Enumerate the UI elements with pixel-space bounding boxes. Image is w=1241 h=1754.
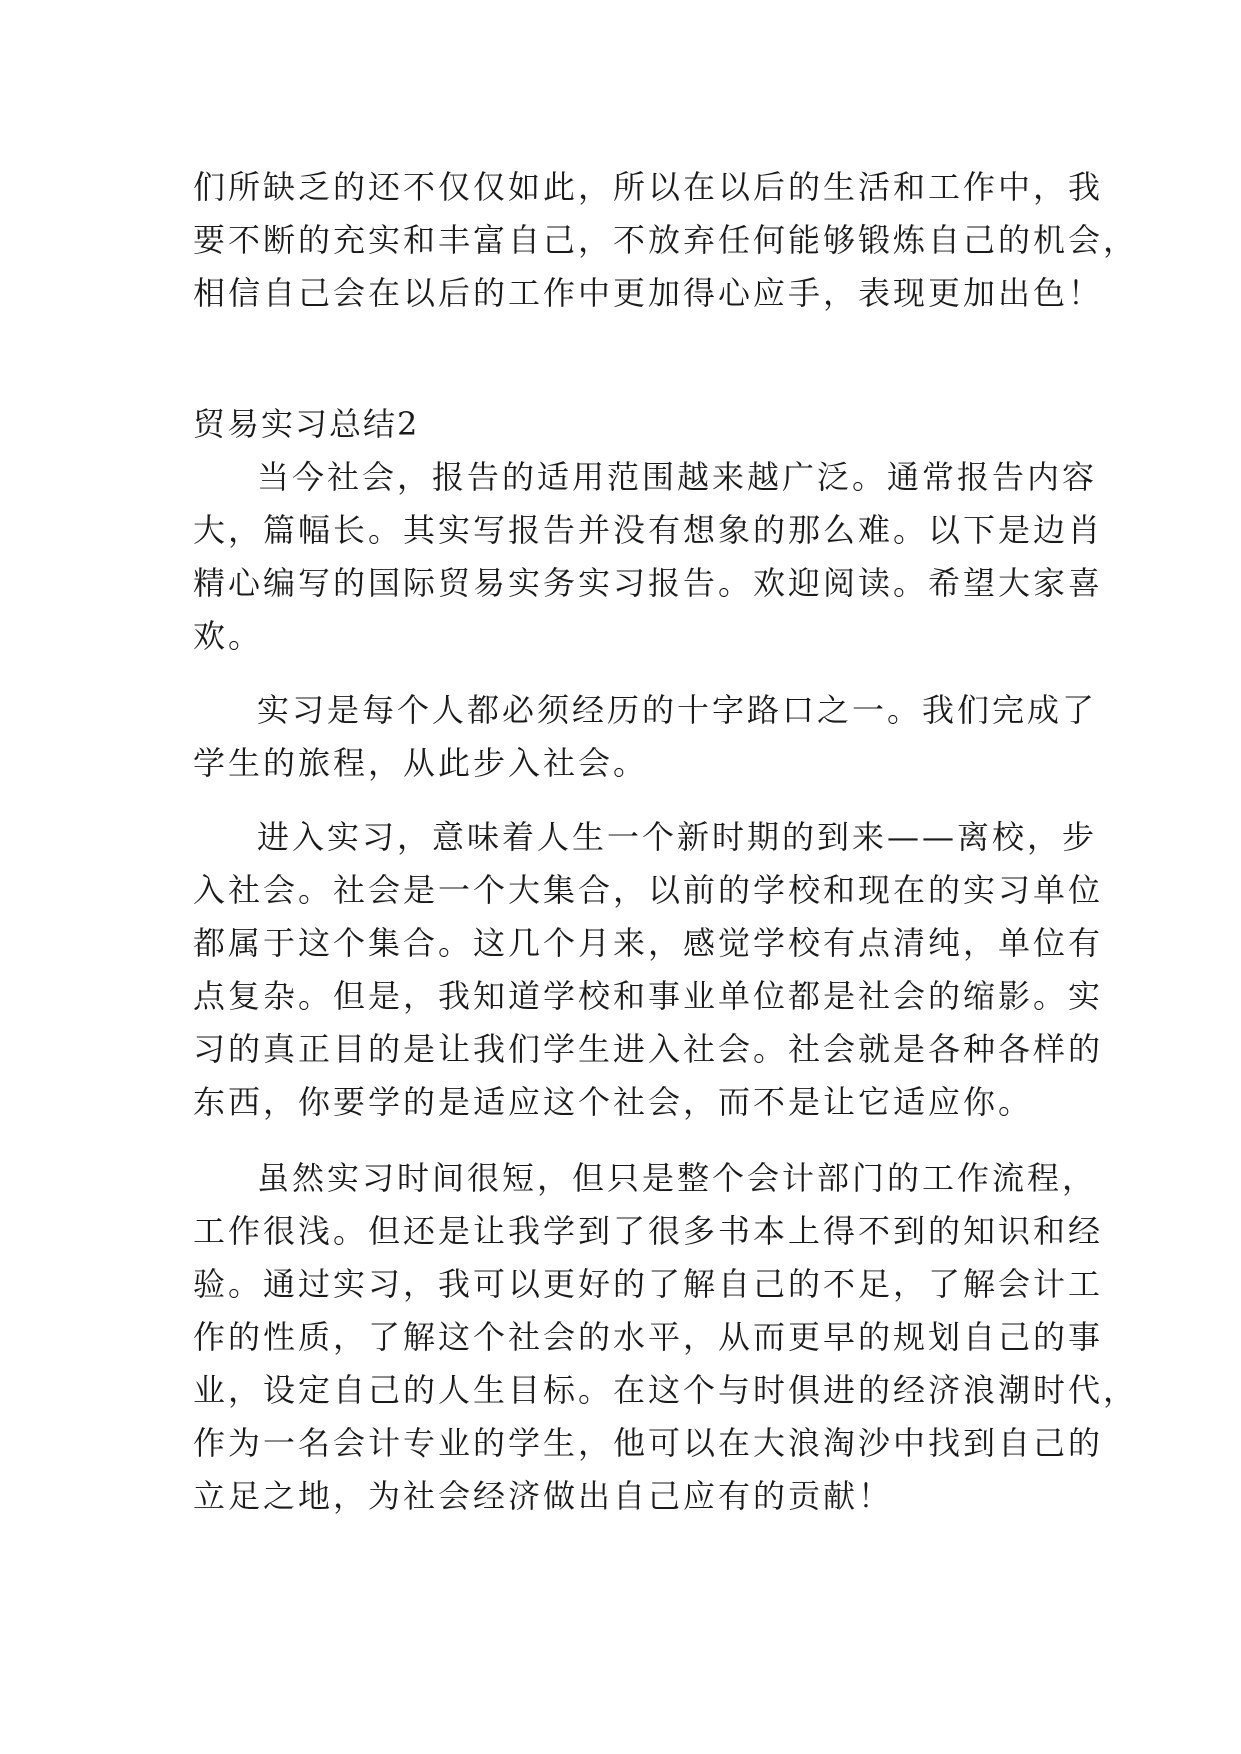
paragraph-line: 入社会。社会是一个大集合，以前的学校和现在的实习单位	[193, 871, 1104, 909]
paragraph-line: 相信自己会在以后的工作中更加得心应手，表现更加出色！	[193, 274, 1104, 312]
paragraph-line: 作为一名会计专业的学生，他可以在大浪淘沙中找到自己的	[193, 1424, 1104, 1462]
paragraph-line: 验。通过实习，我可以更好的了解自己的不足，了解会计工	[193, 1265, 1104, 1303]
paragraph-line: 都属于这个集合。这几个月来，感觉学校有点清纯，单位有	[193, 924, 1104, 962]
paragraph-line: 作的性质，了解这个社会的水平，从而更早的规划自己的事	[193, 1318, 1104, 1356]
paragraph-line: 习的真正目的是让我们学生进入社会。社会就是各种各样的	[193, 1030, 1104, 1068]
paragraph-line: 当今社会，报告的适用范围越来越广泛。通常报告内容	[257, 458, 1098, 496]
paragraph-line: 业，设定自己的人生目标。在这个与时俱进的经济浪潮时代，	[193, 1371, 1139, 1409]
paragraph-line: 进入实习，意味着人生一个新时期的到来——离校，步	[257, 818, 1098, 856]
paragraph-line: 大，篇幅长。其实写报告并没有想象的那么难。以下是边肖	[193, 511, 1104, 549]
paragraph-line: 立足之地，为社会经济做出自己应有的贡献！	[193, 1477, 894, 1515]
paragraph-line: 学生的旅程，从此步入社会。	[193, 744, 649, 782]
paragraph-line: 东西，你要学的是适应这个社会，而不是让它适应你。	[193, 1083, 1034, 1121]
paragraph-line: 要不断的充实和丰富自己，不放弃任何能够锻炼自己的机会，	[193, 221, 1139, 259]
paragraph-line: 精心编写的国际贸易实务实习报告。欢迎阅读。希望大家喜	[193, 564, 1104, 602]
paragraph-line: 实习是每个人都必须经历的十字路口之一。我们完成了	[257, 691, 1098, 729]
paragraph-line: 工作很浅。但还是让我学到了很多书本上得不到的知识和经	[193, 1212, 1104, 1250]
paragraph-line: 们所缺乏的还不仅仅如此，所以在以后的生活和工作中，我	[193, 168, 1104, 206]
paragraph-line: 点复杂。但是，我知道学校和事业单位都是社会的缩影。实	[193, 977, 1104, 1015]
paragraph-line: 欢。	[193, 617, 264, 655]
paragraph-line: 虽然实习时间很短，但只是整个会计部门的工作流程，	[257, 1159, 1098, 1197]
section-title: 贸易实习总结2	[193, 405, 420, 443]
